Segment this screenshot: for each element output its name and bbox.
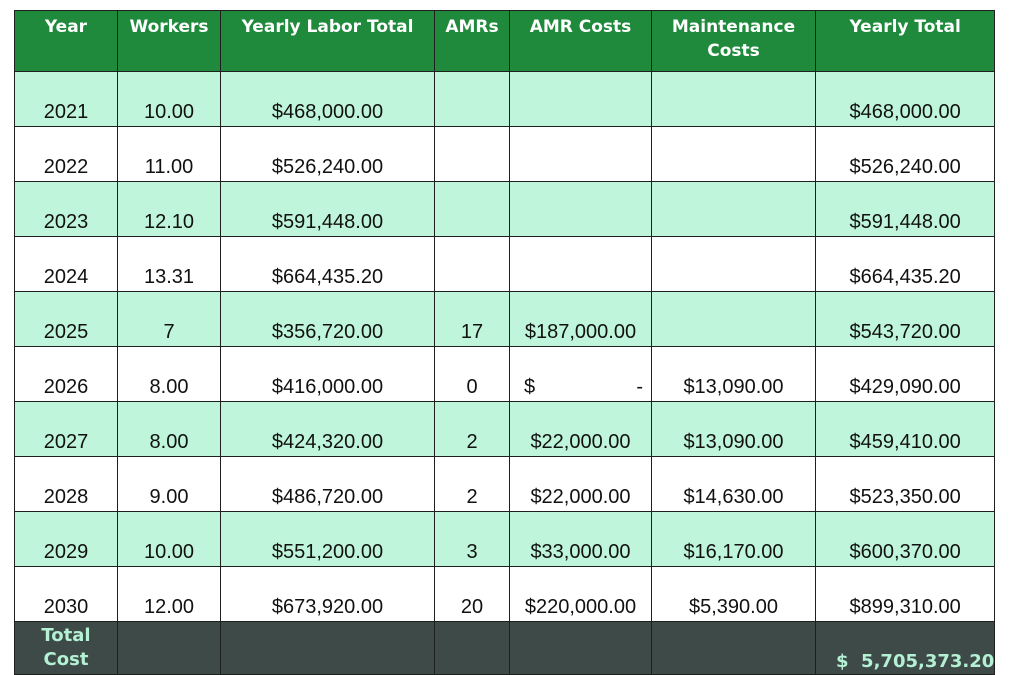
footer-empty-cell (221, 622, 435, 675)
cell-year: 2023 (15, 182, 118, 237)
cell-total: $429,090.00 (816, 347, 995, 402)
cell-labor: $673,920.00 (221, 567, 435, 622)
cell-labor: $356,720.00 (221, 292, 435, 347)
cell-maintenance: $13,090.00 (652, 402, 816, 457)
currency-sign: $ (524, 376, 536, 398)
table-row (15, 347, 995, 402)
cell-workers: 7 (118, 292, 221, 347)
cell-amrs (435, 72, 510, 127)
cell-maintenance (652, 237, 816, 292)
cell-labor: $486,720.00 (221, 457, 435, 512)
table-header (15, 11, 995, 72)
cell-maintenance: $5,390.00 (652, 567, 816, 622)
cell-year: 2029 (15, 512, 118, 567)
cost-table (14, 10, 995, 675)
table-row (15, 512, 995, 567)
cell-maintenance: $14,630.00 (652, 457, 816, 512)
cell-labor: $424,320.00 (221, 402, 435, 457)
cell-maintenance: $13,090.00 (652, 347, 816, 402)
cost-table-container (14, 10, 995, 675)
cell-amr-costs: $187,000.00 (510, 292, 652, 347)
cell-amrs: 2 (435, 402, 510, 457)
cell-workers: 12.10 (118, 182, 221, 237)
cell-amrs (435, 182, 510, 237)
cell-labor: $468,000.00 (221, 72, 435, 127)
table-row (15, 457, 995, 512)
cell-total: $526,240.00 (816, 127, 995, 182)
cell-amr-costs (510, 182, 652, 237)
header-year: Year (15, 11, 118, 72)
cell-total: $899,310.00 (816, 567, 995, 622)
cell-maintenance (652, 292, 816, 347)
cell-amrs: 20 (435, 567, 510, 622)
cell-total: $664,435.20 (816, 237, 995, 292)
table-row (15, 402, 995, 457)
cell-year: 2027 (15, 402, 118, 457)
header-yearly-total: Yearly Total (816, 11, 995, 72)
cell-amrs (435, 237, 510, 292)
cell-amr-costs: $220,000.00 (510, 567, 652, 622)
cell-total: $459,410.00 (816, 402, 995, 457)
cell-amr-costs (510, 237, 652, 292)
header-amrs: AMRs (435, 11, 510, 72)
cell-amrs: 3 (435, 512, 510, 567)
footer-empty-cell (118, 622, 221, 675)
accounting-zero (510, 375, 651, 399)
cell-amrs: 2 (435, 457, 510, 512)
cell-labor: $551,200.00 (221, 512, 435, 567)
cell-year: 2021 (15, 72, 118, 127)
header-amr-costs: AMR Costs (510, 11, 652, 72)
table-row (15, 292, 995, 347)
cell-workers: 9.00 (118, 457, 221, 512)
cell-maintenance (652, 182, 816, 237)
footer-empty-cell (652, 622, 816, 675)
cell-labor: $664,435.20 (221, 237, 435, 292)
cell-total: $591,448.00 (816, 182, 995, 237)
cell-amrs: 0 (435, 347, 510, 402)
cell-workers: 12.00 (118, 567, 221, 622)
cell-amr-costs: $33,000.00 (510, 512, 652, 567)
table-row (15, 127, 995, 182)
grand-total-value: $ 5,705,373.20 (816, 622, 995, 675)
table-body (15, 72, 995, 622)
cell-total: $468,000.00 (816, 72, 995, 127)
cell-year: 2025 (15, 292, 118, 347)
cell-labor: $591,448.00 (221, 182, 435, 237)
table-footer (15, 622, 995, 675)
header-yearly-labor-total: Yearly Labor Total (221, 11, 435, 72)
table-row (15, 237, 995, 292)
cell-maintenance: $16,170.00 (652, 512, 816, 567)
cell-amr-costs: $22,000.00 (510, 457, 652, 512)
cell-year: 2030 (15, 567, 118, 622)
cell-workers: 13.31 (118, 237, 221, 292)
cell-labor: $526,240.00 (221, 127, 435, 182)
cell-year: 2022 (15, 127, 118, 182)
total-cost-label: Total Cost (15, 622, 118, 675)
cell-workers: 11.00 (118, 127, 221, 182)
cell-total: $543,720.00 (816, 292, 995, 347)
cell-total: $600,370.00 (816, 512, 995, 567)
cell-maintenance (652, 127, 816, 182)
cell-workers: 10.00 (118, 512, 221, 567)
cell-amr-costs: $22,000.00 (510, 402, 652, 457)
cell-amr-costs (510, 127, 652, 182)
cell-workers: 8.00 (118, 402, 221, 457)
cell-labor: $416,000.00 (221, 347, 435, 402)
cell-year: 2024 (15, 237, 118, 292)
footer-empty-cell (510, 622, 652, 675)
cell-amrs: 17 (435, 292, 510, 347)
table-row (15, 182, 995, 237)
cell-workers: 10.00 (118, 72, 221, 127)
cell-total: $523,350.00 (816, 457, 995, 512)
table-row (15, 72, 995, 127)
cell-workers: 8.00 (118, 347, 221, 402)
cell-amrs (435, 127, 510, 182)
cell-year: 2026 (15, 347, 118, 402)
zero-dash: - (636, 376, 643, 398)
header-workers: Workers (118, 11, 221, 72)
table-row (15, 567, 995, 622)
header-maintenance-costs: Maintenance Costs (652, 11, 816, 72)
cell-maintenance (652, 72, 816, 127)
cell-year: 2028 (15, 457, 118, 512)
cell-amr-costs (510, 347, 652, 402)
cell-amr-costs (510, 72, 652, 127)
footer-empty-cell (435, 622, 510, 675)
